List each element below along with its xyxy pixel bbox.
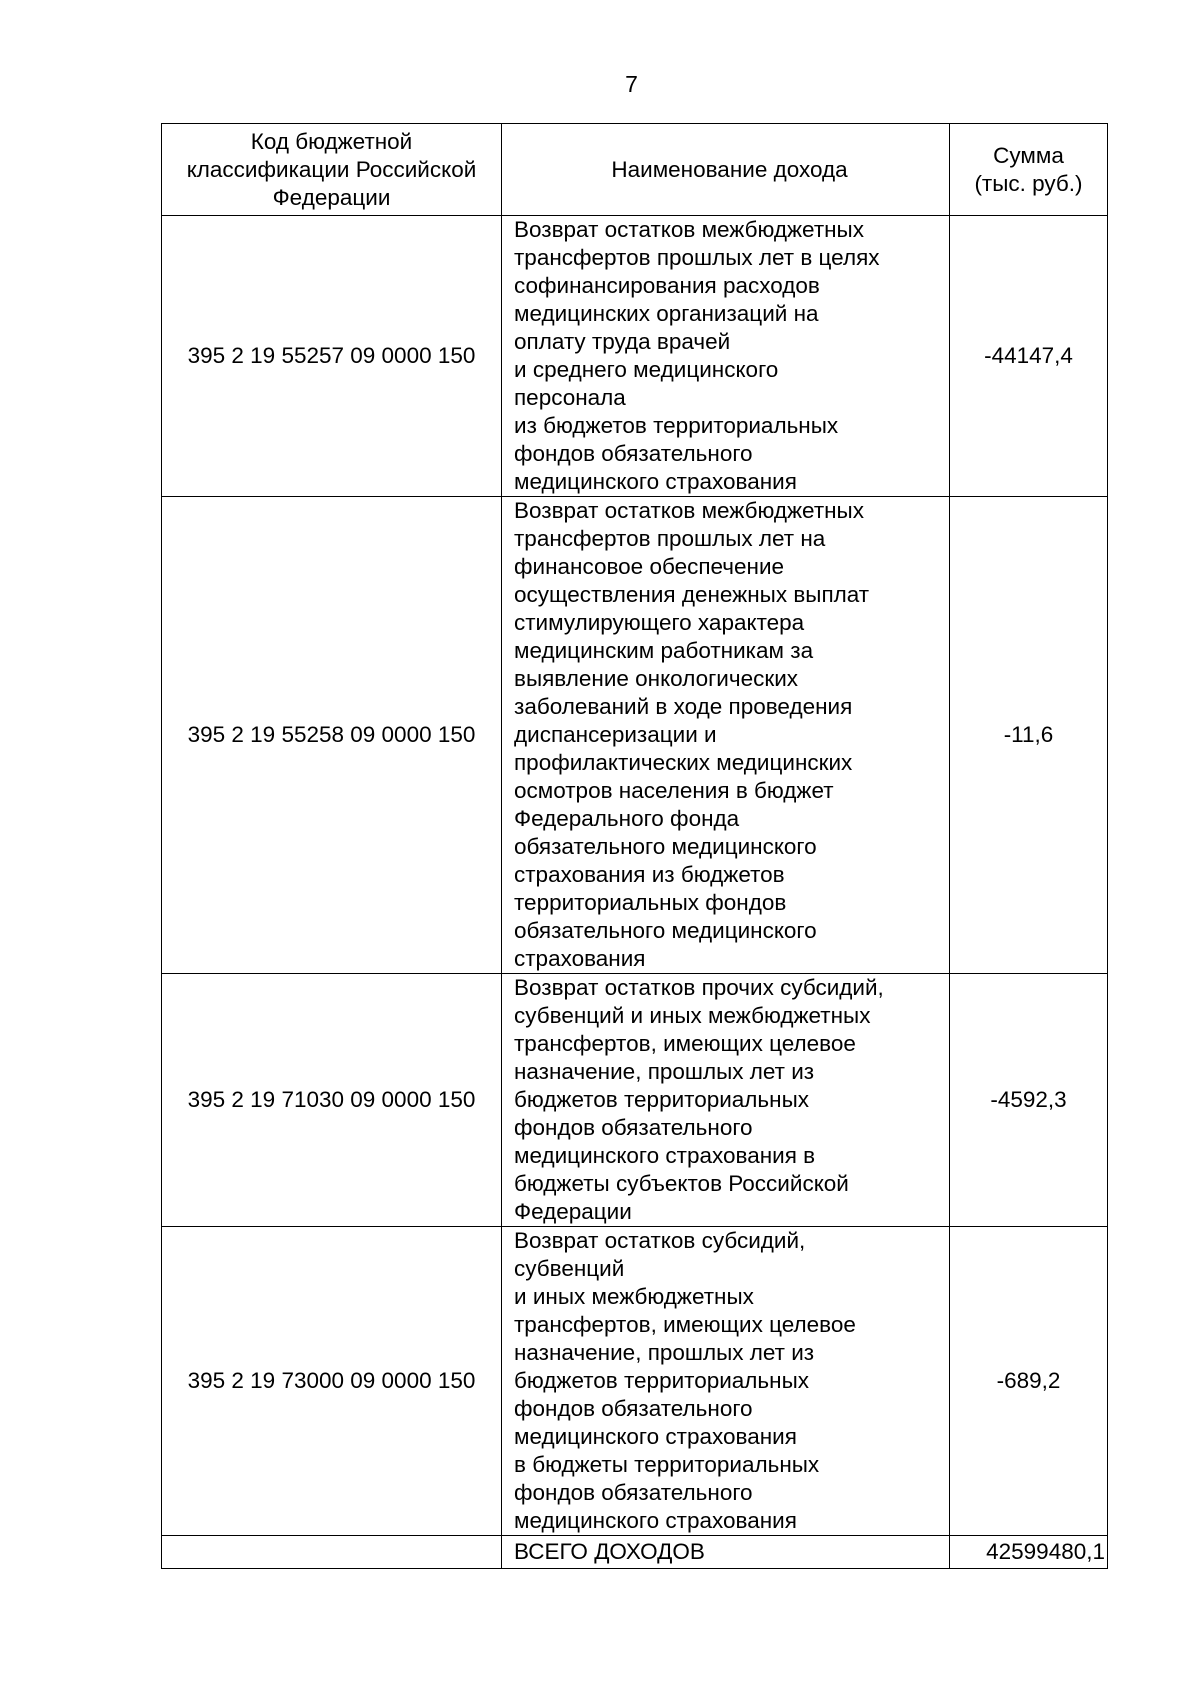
- row-name-line: Возврат остатков межбюджетных: [514, 498, 864, 523]
- row-code: 395 2 19 71030 09 0000 150: [162, 974, 502, 1227]
- row-name-line: медицинского страхования: [514, 1508, 797, 1533]
- row-amount: -44147,4: [950, 216, 1108, 497]
- row-name-line: Возврат остатков прочих субсидий,: [514, 975, 884, 1000]
- row-name-line: из бюджетов территориальных: [514, 413, 839, 438]
- table-body: [162, 216, 1108, 1536]
- row-name-line: бюджеты субъектов Российской: [514, 1171, 849, 1196]
- row-name-line: субвенций и иных межбюджетных: [514, 1003, 871, 1028]
- row-name-line: территориальных фондов: [514, 890, 787, 915]
- row-name-line: медицинских организаций на: [514, 301, 819, 326]
- page-number: 7: [625, 71, 638, 97]
- income-table: [161, 123, 1108, 1569]
- row-name-line: персонала: [514, 385, 626, 410]
- row-name-line: медицинским работникам за: [514, 638, 814, 663]
- row-name-line: Возврат остатков межбюджетных: [514, 217, 864, 242]
- row-name-line: профилактических медицинских: [514, 750, 853, 775]
- header-amount: [950, 124, 1108, 216]
- row-name-line: обязательного медицинского: [514, 834, 817, 859]
- table-row: [162, 1227, 1108, 1536]
- row-name-line: назначение, прошлых лет из: [514, 1340, 815, 1365]
- row-name-line: финансовое обеспечение: [514, 554, 785, 579]
- row-name: [502, 974, 950, 1227]
- header-code: [162, 124, 502, 216]
- row-name-line: страхования из бюджетов: [514, 862, 785, 887]
- row-name-line: фондов обязательного: [514, 1115, 753, 1140]
- row-code: 395 2 19 73000 09 0000 150: [162, 1227, 502, 1536]
- row-name-line: обязательного медицинского: [514, 918, 817, 943]
- row-amount: -11,6: [950, 497, 1108, 974]
- row-name-line: осмотров населения в бюджет: [514, 778, 834, 803]
- header-code-line: классификации Российской: [186, 156, 477, 182]
- row-name-line: и среднего медицинского: [514, 357, 779, 382]
- row-name-line: софинансирования расходов: [514, 273, 820, 298]
- row-name-line: медицинского страхования: [514, 469, 797, 494]
- table-header-row: [162, 124, 1108, 216]
- row-name-line: медицинского страхования в: [514, 1143, 816, 1168]
- total-code-cell: [162, 1536, 502, 1569]
- total-label: ВСЕГО ДОХОДОВ: [502, 1536, 950, 1569]
- header-amount-line: (тыс. руб.): [974, 170, 1083, 196]
- total-amount: 42599480,1: [950, 1536, 1108, 1569]
- table-row: [162, 497, 1108, 974]
- row-name-line: трансфертов, имеющих целевое: [514, 1312, 856, 1337]
- row-name-line: Федерального фонда: [514, 806, 740, 831]
- row-name: [502, 497, 950, 974]
- row-name-line: в бюджеты территориальных: [514, 1452, 820, 1477]
- header-name: [502, 124, 950, 216]
- header-code-line: Код бюджетной: [250, 128, 413, 154]
- row-name-line: диспансеризации и: [514, 722, 717, 747]
- table-row: [162, 216, 1108, 497]
- row-name-line: и иных межбюджетных: [514, 1284, 754, 1309]
- row-name-line: осуществления денежных выплат: [514, 582, 870, 607]
- row-name: [502, 216, 950, 497]
- row-name-line: Федерации: [514, 1199, 632, 1224]
- row-name-line: трансфертов прошлых лет в целях: [514, 245, 880, 270]
- total-row: [162, 1536, 1108, 1569]
- header-name-line: Наименование дохода: [611, 156, 848, 182]
- row-code: 395 2 19 55257 09 0000 150: [162, 216, 502, 497]
- row-amount: -4592,3: [950, 974, 1108, 1227]
- row-name-line: фондов обязательного: [514, 1480, 753, 1505]
- row-name-line: субвенций: [514, 1256, 625, 1281]
- row-name-line: бюджетов территориальных: [514, 1087, 810, 1112]
- row-name: [502, 1227, 950, 1536]
- row-name-line: фондов обязательного: [514, 441, 753, 466]
- row-name-line: назначение, прошлых лет из: [514, 1059, 815, 1084]
- header-code-line: Федерации: [272, 184, 391, 210]
- table-row: [162, 974, 1108, 1227]
- row-amount: -689,2: [950, 1227, 1108, 1536]
- row-name-line: фондов обязательного: [514, 1396, 753, 1421]
- row-name-line: бюджетов территориальных: [514, 1368, 810, 1393]
- row-name-line: трансфертов прошлых лет на: [514, 526, 826, 551]
- row-name-line: стимулирующего характера: [514, 610, 805, 635]
- header-amount-line: Сумма: [993, 142, 1064, 168]
- row-name-line: оплату труда врачей: [514, 329, 731, 354]
- row-name-line: выявление онкологических: [514, 666, 799, 691]
- row-code: 395 2 19 55258 09 0000 150: [162, 497, 502, 974]
- row-name-line: Возврат остатков субсидий,: [514, 1228, 806, 1253]
- row-name-line: страхования: [514, 946, 646, 971]
- row-name-line: медицинского страхования: [514, 1424, 797, 1449]
- row-name-line: трансфертов, имеющих целевое: [514, 1031, 856, 1056]
- row-name-line: заболеваний в ходе проведения: [514, 694, 853, 719]
